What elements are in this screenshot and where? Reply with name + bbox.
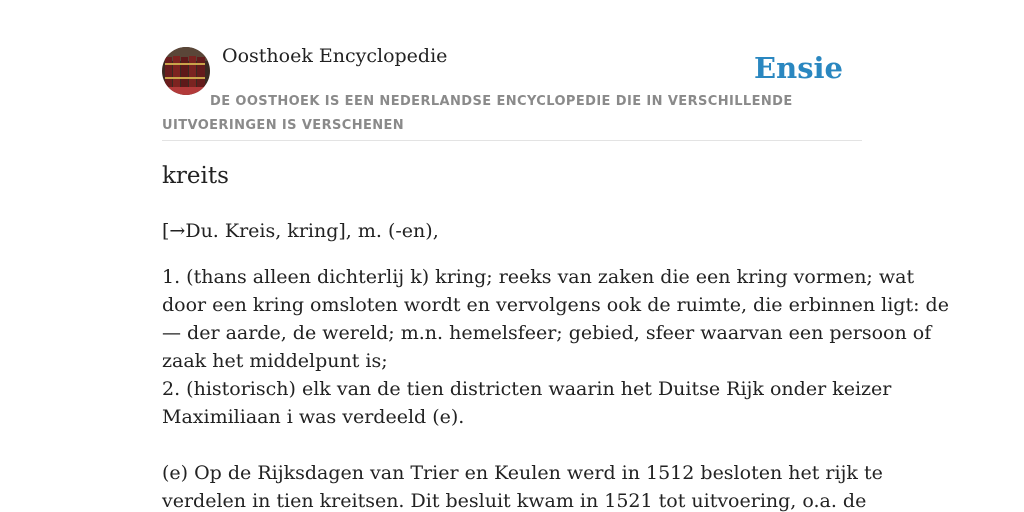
- definition-line: Maximiliaan i was verdeeld (e).: [162, 406, 465, 428]
- encyclopedia-books-icon[interactable]: [162, 47, 210, 95]
- site-title[interactable]: Oosthoek Encyclopedie: [222, 45, 448, 67]
- site-header: [162, 0, 862, 141]
- note-line: (e) Op de Rijksdagen van Trier en Keulen werd in 1512 besloten het rijk te: [162, 462, 883, 484]
- definition-line: 2. (historisch) elk van de tien districten waarin het Duitse Rijk onder keizer: [162, 378, 892, 400]
- brand-logo-link[interactable]: Ensie: [754, 51, 843, 85]
- entry-title: kreits: [162, 163, 229, 189]
- page: [162, 0, 949, 512]
- paragraph-gap: [162, 431, 862, 459]
- entry-etymology: [→Du. Kreis, kring], m. (-en),: [162, 220, 439, 242]
- site-tagline: DE OOSTHOEK IS EEN NEDERLANDSE ENCYCLOPEDIE DIE IN VERSCHILLENDE UITVOERINGEN IS VERSCHENEN: [162, 94, 793, 133]
- entry-definition: [162, 263, 949, 512]
- definition-line: — der aarde, de wereld; m.n. hemelsfeer; gebied, sfeer waarvan een persoon of: [162, 322, 932, 344]
- definition-line: 1. (thans alleen dichterlij k) kring; reeks van zaken die een kring vormen; wat: [162, 266, 915, 288]
- definition-line: door een kring omsloten wordt en vervolgens ook de ruimte, die erbinnen ligt: de: [162, 294, 949, 316]
- note-line: verdelen in tien kreitsen. Dit besluit kwam in 1521 tot uitvoering, o.a. de: [162, 490, 867, 512]
- definition-line: zaak het middelpunt is;: [162, 350, 388, 372]
